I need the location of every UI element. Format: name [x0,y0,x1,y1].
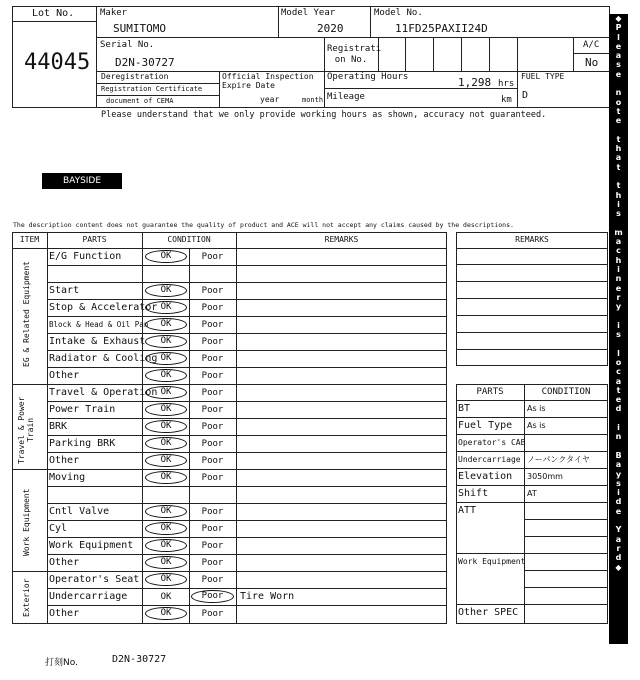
condition-poor[interactable]: Poor [201,456,224,466]
spec-part: Fuel Type [458,420,513,431]
condition-poor[interactable]: Poor [201,507,224,517]
spec-value: As is [527,421,546,430]
spec-value: ノーパンクタイヤ [527,455,590,464]
disclaimer: The description content does not guarantee the quality of product and ACE will not accept any claims caused by the descriptions. [13,221,514,229]
serial-label: Serial No. [100,40,155,50]
model-no-label: Model No. [374,8,423,18]
side-banner [609,14,628,644]
fuel-type-value: D [522,90,529,101]
serial-value: D2N-30727 [115,56,175,69]
header-remarks: REMARKS [324,235,359,244]
year-label: year [260,95,280,104]
row-part: Undercarriage [49,591,128,602]
condition-poor[interactable]: Poor [201,609,224,619]
condition-poor[interactable]: Poor [201,388,224,398]
lot-label: Lot No. [32,8,75,19]
cema-label: document of CEMA [106,97,174,105]
model-year-value: 2020 [317,22,344,35]
row-part: Block & Head & Oil Pan [49,320,149,329]
hours-unit: hrs [498,79,515,89]
condition-ok[interactable]: OK [145,335,187,348]
condition-ok[interactable]: OK [145,556,187,569]
row-part: Other [49,455,80,466]
footer-value: D2N-30727 [112,654,167,665]
registration-certificate-label: Registration Certificate [101,85,203,93]
group-work-equipment: Work Equipment [22,488,31,557]
operating-hours-value: 1,298 [458,76,492,89]
footer-label: 打刻No. [45,658,78,668]
spec-value: As is [527,404,546,413]
deregistration-label: Deregistration [101,72,169,81]
condition-ok[interactable]: OK [145,437,187,450]
operating-hours-label: Operating Hours [327,72,409,82]
condition-poor[interactable]: Poor [201,252,224,262]
group-travel-power: Travel & Power Train [17,396,35,464]
row-part: Intake & Exhaust [49,336,146,347]
condition-poor[interactable]: Poor [201,422,224,432]
condition-ok[interactable]: OK [145,318,187,331]
condition-ok[interactable]: OK [145,403,187,416]
row-part: Power Train [49,404,116,415]
condition-poor[interactable]: Poor [201,575,224,585]
row-part: Cyl [49,523,68,534]
condition-ok[interactable]: OK [145,352,187,365]
row-part: Radiator & Cooling [49,353,158,364]
lot-number: 44045 [24,50,91,75]
condition-poor[interactable]: Poor [201,371,224,381]
condition-poor[interactable]: Poor [201,303,224,313]
group-exterior: Exterior [22,578,31,618]
row-part: Other [49,557,80,568]
spec-part: Operator's CAB [458,438,526,447]
row-part: Parking BRK [49,438,116,449]
condition-ok[interactable]: OK [160,592,172,602]
condition-poor[interactable]: Poor [201,405,224,415]
spec-part: Shift [458,488,489,499]
condition-poor[interactable]: Poor [201,337,224,347]
row-part: Moving [49,472,86,483]
row-part: E/G Function [49,251,122,262]
row-part: Start [49,285,80,296]
maker-value: SUMITOMO [113,22,166,35]
condition-poor[interactable]: Poor [201,541,224,551]
spec-part: Other SPEC [458,607,519,618]
condition-ok[interactable]: OK [145,539,187,552]
condition-ok[interactable]: OK [145,369,187,382]
hours-notice: Please understand that we only provide working hours as shown, accuracy not guaranteed. [101,110,547,120]
spec-part: Work Equipment [458,557,526,566]
spec-part: Elevation [458,471,513,482]
fuel-type-label: FUEL TYPE [521,72,565,81]
condition-ok[interactable]: OK [145,522,187,535]
side-banner-text: ◆ P l e a s e n o t e t h a t t h i s m a c h i n e r y i s l o c a t e d i n B a y s i d e Y a r d ◆ [614,14,623,572]
condition-poor[interactable]: Poor [201,320,224,330]
condition-poor[interactable]: Poor [191,590,234,603]
month-label: month [302,96,324,104]
condition-ok[interactable]: OK [145,607,187,620]
spec-part: Undercarriage [458,455,521,464]
condition-ok[interactable]: OK [145,301,187,314]
row-part: Travel & Operation [49,387,158,398]
model-no-value: 11FD25PAXII24D [395,22,488,35]
condition-poor[interactable]: Poor [201,286,224,296]
condition-poor[interactable]: Poor [201,439,224,449]
inspection-label: Official Inspection Expire Date [222,72,314,90]
header-parts: PARTS [82,235,107,244]
spec-part: BT [458,403,471,414]
registration-label: Registrati on No. [327,44,382,65]
spec-value: AT [527,489,537,498]
ac-value: No [585,56,599,69]
ac-label: A/C [583,40,600,50]
condition-poor[interactable]: Poor [201,558,224,568]
condition-ok[interactable]: OK [145,284,187,297]
row-part: Other [49,370,80,381]
remarks-right [456,232,608,366]
spec-part: ATT [458,505,477,516]
condition-poor[interactable]: Poor [201,354,224,364]
condition-ok[interactable]: OK [145,471,187,484]
maker-label: Maker [100,8,128,18]
row-remark: Tire Worn [240,591,295,602]
row-part: Cntl Valve [49,506,110,517]
row-part: Operator's Seat [49,574,140,585]
condition-ok[interactable]: OK [145,250,187,263]
condition-ok[interactable]: OK [145,420,187,433]
mileage-unit: km [501,95,512,105]
group-eg-related: EG & Related Equipment [22,261,31,367]
mileage-label: Mileage [327,92,365,102]
header-item: ITEM [19,235,40,244]
condition-poor[interactable]: Poor [201,524,224,534]
location-badge: BAYSIDE [42,173,122,189]
header-condition: CONDITION [167,235,211,244]
condition-ok[interactable]: OK [145,573,187,586]
condition-ok[interactable]: OK [145,386,187,399]
remarks-right-header: REMARKS [515,235,549,244]
spec-value: 3050mm [527,472,563,481]
condition-ok[interactable]: OK [145,505,187,518]
row-part: Work Equipment [49,540,134,551]
spec-header-condition: CONDITION [541,387,591,397]
row-part: BRK [49,421,68,432]
row-part: Stop & Accelerator [49,302,158,313]
spec-header-parts: PARTS [476,387,504,397]
condition-poor[interactable]: Poor [201,473,224,483]
condition-ok[interactable]: OK [145,454,187,467]
row-part: Other [49,608,80,619]
model-year-label: Model Year [281,8,336,18]
